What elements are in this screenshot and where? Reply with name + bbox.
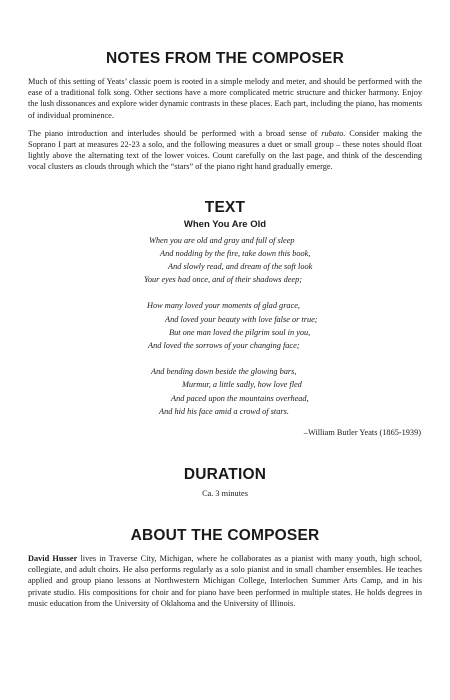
poem-line: And nodding by the fire, take down this book, xyxy=(160,248,311,258)
notes-paragraph-1: Much of this setting of Yeats’ classic poem is rooted in a simple melody and meter, and should be performed with the ease of a traditional folk song. Other sections have a more complicated metric structure and thicker harmony. Enjoy the lush dissonances and explore wider dynamic contrasts in these places. Each part, including the piano, has moments of individual prominence. xyxy=(28,77,422,120)
poem-line: But one man loved the pilgrim soul in you, xyxy=(169,327,311,337)
poem-line: Murmur, a little sadly, how love fled xyxy=(182,380,302,390)
poem-attribution: –William Butler Yeats (1865-1939) xyxy=(303,428,421,438)
duration-heading: DURATION xyxy=(183,466,267,484)
poem-stanza-1 xyxy=(28,234,422,287)
notes-paragraph-2 xyxy=(28,128,422,173)
duration-value: Ca. 3 minutes xyxy=(202,489,248,499)
composer-bio-text: lives in Traverse City, Michigan, where he collaborates as a pianist with many youth, high school, collegiate, and adult choirs. He also performs regularly as a solo pianist and in small chamber ensembles. He teaches applied and group piano lessons at Northwestern Michigan College, Interlochen Summer Arts Camp, and in his private studio. His compositions for choir and for piano have been performed in multiple states. He holds degrees in music education from the University of Oklahoma and the University of Illinois. xyxy=(28,554,422,608)
document-page xyxy=(28,50,422,609)
composer-bio xyxy=(28,553,422,609)
poem-line: And loved the sorrows of your changing face; xyxy=(148,341,300,351)
composer-name: David Husser xyxy=(28,554,78,564)
rubato-term: rubato. xyxy=(321,128,346,138)
about-heading: ABOUT THE COMPOSER xyxy=(130,527,320,545)
poem-line: And slowly read, and dream of the soft look xyxy=(168,262,313,272)
notes-paragraph-2-end: Consider making the Soprano I part at measures 22-23 a solo, and the following measures a duet or small group – these notes should float lightly above the alternating text of the lower voices. Count carefully on the last page, and think of the descending vocal clusters as clouds through which the “stars” of the piano right hand gradually emerge. xyxy=(28,128,422,172)
poem-line: How many loved your moments of glad grace, xyxy=(147,301,301,311)
text-heading: TEXT xyxy=(204,198,246,216)
poem-title: When You Are Old xyxy=(183,218,267,230)
poem-line: And bending down beside the glowing bars, xyxy=(151,367,297,377)
poem-stanza-3 xyxy=(28,365,422,418)
poem-line: When you are old and gray and full of sleep xyxy=(149,235,295,245)
poem-line: And loved your beauty with love false or true; xyxy=(165,314,318,324)
poem-line: Your eyes had once, and of their shadows deep; xyxy=(144,275,303,285)
poem-line: And hid his face amid a crowd of stars. xyxy=(159,406,289,416)
notes-heading: NOTES FROM THE COMPOSER xyxy=(106,50,344,67)
poem-stanza-2 xyxy=(28,299,422,352)
poem xyxy=(28,234,422,418)
poem-line: And paced upon the mountains overhead, xyxy=(171,393,309,403)
notes-paragraph-2-start: The piano introduction and interludes should be performed with a broad sense of xyxy=(28,128,322,138)
